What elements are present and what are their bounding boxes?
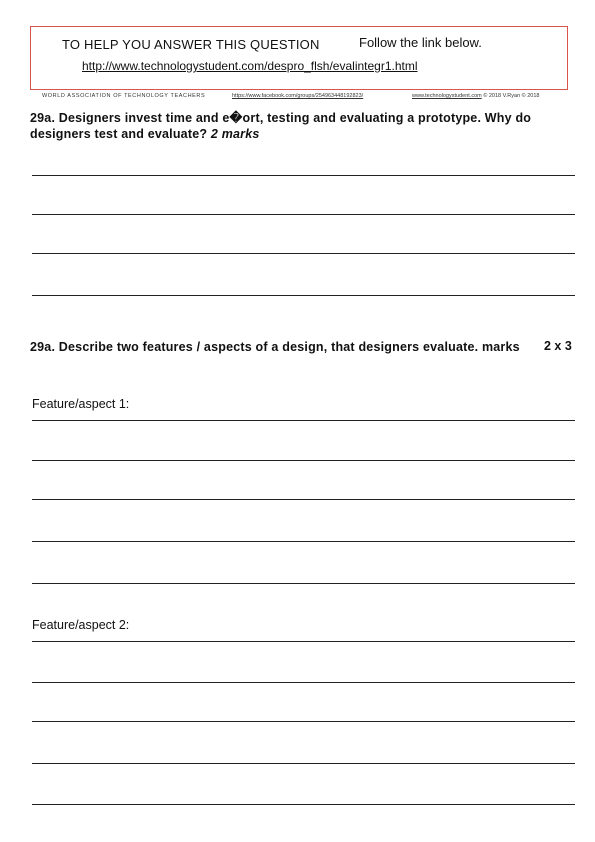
site-credit	[412, 93, 539, 99]
association-name: WORLD ASSOCIATION OF TECHNOLOGY TEACHERS	[42, 93, 206, 99]
question-2-text: 29a. Describe two features / aspects of a design, that designers evaluate. marks	[30, 340, 520, 354]
resource-link[interactable]: http://www.technologystudent.com/despro_flsh/evalintegr1.html	[82, 59, 418, 73]
question-1-marks: 2 marks	[210, 127, 260, 141]
q1-answer-line-1[interactable]	[32, 160, 575, 176]
feature-1-label: Feature/aspect 1:	[32, 397, 130, 411]
feature-1-answer-line-4[interactable]	[32, 526, 575, 542]
follow-link-text: Follow the link below.	[359, 35, 482, 50]
feature-2-answer-line-5[interactable]	[32, 789, 575, 805]
feature-2-answer-line-1[interactable]	[32, 626, 575, 642]
q1-answer-line-4[interactable]	[32, 280, 575, 296]
feature-2-answer-line-2[interactable]	[32, 667, 575, 683]
feature-1-answer-line-2[interactable]	[32, 445, 575, 461]
feature-1-answer-line-1[interactable]	[32, 405, 575, 421]
help-title: TO HELP YOU ANSWER THIS QUESTION	[62, 37, 320, 52]
facebook-link[interactable]: https://www.facebook.com/groups/254963448192823/	[232, 93, 364, 99]
q1-answer-line-3[interactable]	[32, 238, 575, 254]
help-box	[30, 26, 568, 90]
question-1-text: 29a. Designers invest time and e�ort, testing and evaluating a prototype. Why do designers test and evaluate?	[30, 111, 532, 141]
question-2-marks: 2 x 3	[544, 339, 572, 353]
feature-1-answer-line-5[interactable]	[32, 568, 575, 584]
feature-2-answer-line-4[interactable]	[32, 748, 575, 764]
question-1	[30, 110, 575, 142]
feature-1-answer-line-3[interactable]	[32, 484, 575, 500]
feature-2-answer-line-3[interactable]	[32, 706, 575, 722]
feature-2-label: Feature/aspect 2:	[32, 618, 130, 632]
q1-answer-line-2[interactable]	[32, 199, 575, 215]
site-link[interactable]: www.technologystudent.com	[412, 93, 482, 99]
copyright-text: © 2018 V.Ryan © 2018	[481, 93, 540, 99]
